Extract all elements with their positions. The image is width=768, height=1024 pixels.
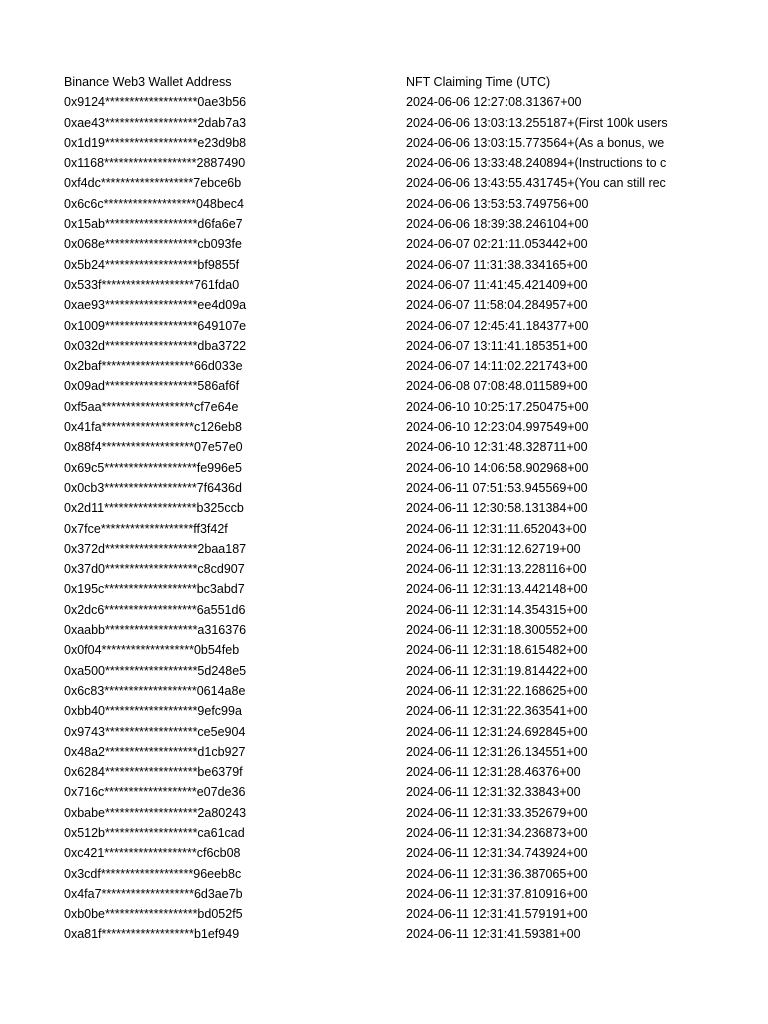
table-row [0, 722, 768, 742]
wallet-address-cell: 0x2dc6*******************6a551d6 [64, 602, 246, 617]
wallet-address-cell: 0xbabe*******************2a80243 [64, 805, 247, 820]
claim-time-cell: 2024-06-06 13:03:13.255187+(First 100k users [406, 115, 668, 130]
wallet-address-cell: 0x7fce*******************ff3f42f [64, 521, 228, 536]
claim-time-cell: 2024-06-11 12:30:58.131384+00 [406, 501, 588, 516]
claim-time-cell: 2024-06-11 12:31:24.692845+00 [406, 724, 588, 739]
table-header-row [0, 72, 768, 92]
wallet-address-cell: 0x533f*******************761fda0 [64, 277, 240, 292]
table-row [0, 782, 768, 802]
wallet-address-cell: 0x068e*******************cb093fe [64, 237, 242, 252]
claim-time-cell: 2024-06-07 13:11:41.185351+00 [406, 338, 588, 353]
claim-time-cell: 2024-06-11 12:31:41.579191+00 [406, 907, 588, 922]
wallet-address-cell: 0x1168*******************2887490 [64, 156, 246, 171]
claim-time-cell: 2024-06-11 12:31:34.236873+00 [406, 825, 588, 840]
table-row [0, 173, 768, 193]
claim-time-cell: 2024-06-06 13:53:53.749756+00 [406, 196, 589, 211]
table-row [0, 113, 768, 133]
wallet-address-cell: 0xc421*******************cf6cb08 [64, 846, 241, 861]
claim-time-cell: 2024-06-06 13:33:48.240894+(Instructions to c [406, 156, 667, 171]
claim-time-cell: 2024-06-11 12:31:34.743924+00 [406, 846, 588, 861]
claim-time-cell: 2024-06-11 12:31:32.33843+00 [406, 785, 581, 800]
table-row [0, 376, 768, 396]
claim-time-cell: 2024-06-11 12:31:14.354315+00 [406, 602, 588, 617]
wallet-address-cell: 0x41fa*******************c126eb8 [64, 420, 242, 435]
claim-time-cell: 2024-06-11 12:31:13.442148+00 [406, 582, 588, 597]
table-row [0, 559, 768, 579]
claim-time-cell: 2024-06-11 12:31:18.300552+00 [406, 623, 588, 638]
table-row [0, 620, 768, 640]
claim-time-cell: 2024-06-11 12:31:22.168625+00 [406, 683, 588, 698]
wallet-address-cell: 0x09ad*******************586af6f [64, 379, 240, 394]
wallet-address-cell: 0x5b24*******************bf9855f [64, 257, 240, 272]
wallet-address-cell: 0x716c*******************e07de36 [64, 785, 246, 800]
wallet-address-cell: 0x1d19*******************e23d9b8 [64, 135, 247, 150]
wallet-address-cell: 0x2d11*******************b325ccb [64, 501, 244, 516]
wallet-address-cell: 0x3cdf*******************96eeb8c [64, 866, 242, 881]
table-row [0, 316, 768, 336]
claim-time-cell: 2024-06-11 12:31:36.387065+00 [406, 866, 588, 881]
wallet-address-cell: 0xa500*******************5d248e5 [64, 663, 247, 678]
table-row [0, 295, 768, 315]
table-row [0, 275, 768, 295]
claim-time-cell: 2024-06-08 07:08:48.011589+00 [406, 379, 588, 394]
claim-time-cell: 2024-06-11 12:31:12.62719+00 [406, 541, 581, 556]
wallet-address-cell: 0xbb40*******************9efc99a [64, 704, 242, 719]
table-row [0, 600, 768, 620]
claim-time-cell: 2024-06-11 12:31:19.814422+00 [406, 663, 588, 678]
claim-time-cell: 2024-06-11 12:31:33.352679+00 [406, 805, 588, 820]
wallet-address-cell: 0xa81f*******************b1ef949 [64, 927, 240, 942]
table-row [0, 92, 768, 112]
wallet-address-cell: 0x0cb3*******************7f6436d [64, 480, 242, 495]
table-row [0, 661, 768, 681]
table-row [0, 194, 768, 214]
claim-time-cell: 2024-06-06 18:39:38.246104+00 [406, 217, 589, 232]
wallet-address-cell: 0x4fa7*******************6d3ae7b [64, 886, 243, 901]
table-row [0, 843, 768, 863]
table-row [0, 803, 768, 823]
table-body [0, 92, 768, 944]
table-row [0, 681, 768, 701]
claim-time-cell: 2024-06-07 14:11:02.221743+00 [406, 359, 588, 374]
table-row [0, 214, 768, 234]
table-row [0, 640, 768, 660]
claim-time-cell: 2024-06-07 11:31:38.334165+00 [406, 257, 588, 272]
table-row [0, 742, 768, 762]
table-row [0, 864, 768, 884]
claim-time-cell: 2024-06-07 02:21:11.053442+00 [406, 237, 588, 252]
claim-time-cell: 2024-06-10 12:31:48.328711+00 [406, 440, 588, 455]
wallet-address-cell: 0x6c6c*******************048bec4 [64, 196, 244, 211]
claim-time-cell: 2024-06-11 07:51:53.945569+00 [406, 480, 588, 495]
claim-time-cell: 2024-06-11 12:31:13.228116+00 [406, 562, 587, 577]
wallet-address-cell: 0x032d*******************dba3722 [64, 338, 247, 353]
claim-time-cell: 2024-06-06 13:43:55.431745+(You can still rec [406, 176, 666, 191]
claim-time-cell: 2024-06-11 12:31:41.59381+00 [406, 927, 581, 942]
table-row [0, 519, 768, 539]
claim-time-cell: 2024-06-11 12:31:37.810916+00 [406, 886, 588, 901]
table-row [0, 478, 768, 498]
wallet-address-cell: 0x2baf*******************66d033e [64, 359, 243, 374]
wallet-address-cell: 0x9743*******************ce5e904 [64, 724, 246, 739]
claim-time-cell: 2024-06-10 14:06:58.902968+00 [406, 460, 589, 475]
wallet-address-cell: 0xf5aa*******************cf7e64e [64, 399, 239, 414]
claim-time-cell: 2024-06-06 12:27:08.31367+00 [406, 95, 582, 110]
claim-time-cell: 2024-06-07 11:41:45.421409+00 [406, 277, 588, 292]
table-row [0, 579, 768, 599]
table-row [0, 133, 768, 153]
table-row [0, 153, 768, 173]
wallet-address-cell: 0x88f4*******************07e57e0 [64, 440, 243, 455]
wallet-address-cell: 0x6284*******************be6379f [64, 765, 243, 780]
wallet-address-cell: 0x69c5*******************fe996e5 [64, 460, 242, 475]
table-row [0, 255, 768, 275]
table-row [0, 762, 768, 782]
wallet-address-cell: 0x372d*******************2baa187 [64, 541, 247, 556]
wallet-address-cell: 0xaabb*******************a316376 [64, 623, 247, 638]
wallet-address-cell: 0x6c83*******************0614a8e [64, 683, 246, 698]
table-row [0, 498, 768, 518]
table-row [0, 924, 768, 944]
wallet-address-cell: 0x1009*******************649107e [64, 318, 247, 333]
claim-time-cell: 2024-06-07 11:58:04.284957+00 [406, 298, 588, 313]
claim-time-cell: 2024-06-07 12:45:41.184377+00 [406, 318, 589, 333]
claim-time-cell: 2024-06-06 13:03:15.773564+(As a bonus, we [406, 135, 665, 150]
claim-time-cell: 2024-06-11 12:31:28.46376+00 [406, 765, 581, 780]
claim-time-cell: 2024-06-10 12:23:04.997549+00 [406, 420, 589, 435]
table-row [0, 336, 768, 356]
wallet-address-cell: 0xf4dc*******************7ebce6b [64, 176, 242, 191]
claim-time-cell: 2024-06-11 12:31:26.134551+00 [406, 744, 588, 759]
table-row [0, 356, 768, 376]
wallet-claim-table [0, 72, 768, 945]
column-header-time: NFT Claiming Time (UTC) [406, 75, 551, 89]
table-row [0, 417, 768, 437]
wallet-address-cell: 0x15ab*******************d6fa6e7 [64, 217, 243, 232]
wallet-address-cell: 0xae93*******************ee4d09a [64, 298, 247, 313]
wallet-address-cell: 0x195c*******************bc3abd7 [64, 582, 245, 597]
table-row [0, 539, 768, 559]
table-row [0, 397, 768, 417]
wallet-address-cell: 0x512b*******************ca61cad [64, 825, 245, 840]
claim-time-cell: 2024-06-11 12:31:11.652043+00 [406, 521, 587, 536]
claim-time-cell: 2024-06-10 10:25:17.250475+00 [406, 399, 589, 414]
wallet-address-cell: 0x48a2*******************d1cb927 [64, 744, 246, 759]
table-row [0, 437, 768, 457]
table-row [0, 823, 768, 843]
wallet-address-cell: 0x0f04*******************0b54feb [64, 643, 240, 658]
column-header-address: Binance Web3 Wallet Address [64, 75, 232, 89]
table-row [0, 701, 768, 721]
table-row [0, 884, 768, 904]
claim-time-cell: 2024-06-11 12:31:22.363541+00 [406, 704, 588, 719]
wallet-address-cell: 0x9124*******************0ae3b56 [64, 95, 247, 110]
wallet-address-cell: 0xae43*******************2dab7a3 [64, 115, 247, 130]
table-row [0, 458, 768, 478]
table-row [0, 234, 768, 254]
wallet-address-cell: 0x37d0*******************c8cd907 [64, 562, 245, 577]
claim-time-cell: 2024-06-11 12:31:18.615482+00 [406, 643, 588, 658]
table-row [0, 904, 768, 924]
wallet-address-cell: 0xb0be*******************bd052f5 [64, 907, 243, 922]
